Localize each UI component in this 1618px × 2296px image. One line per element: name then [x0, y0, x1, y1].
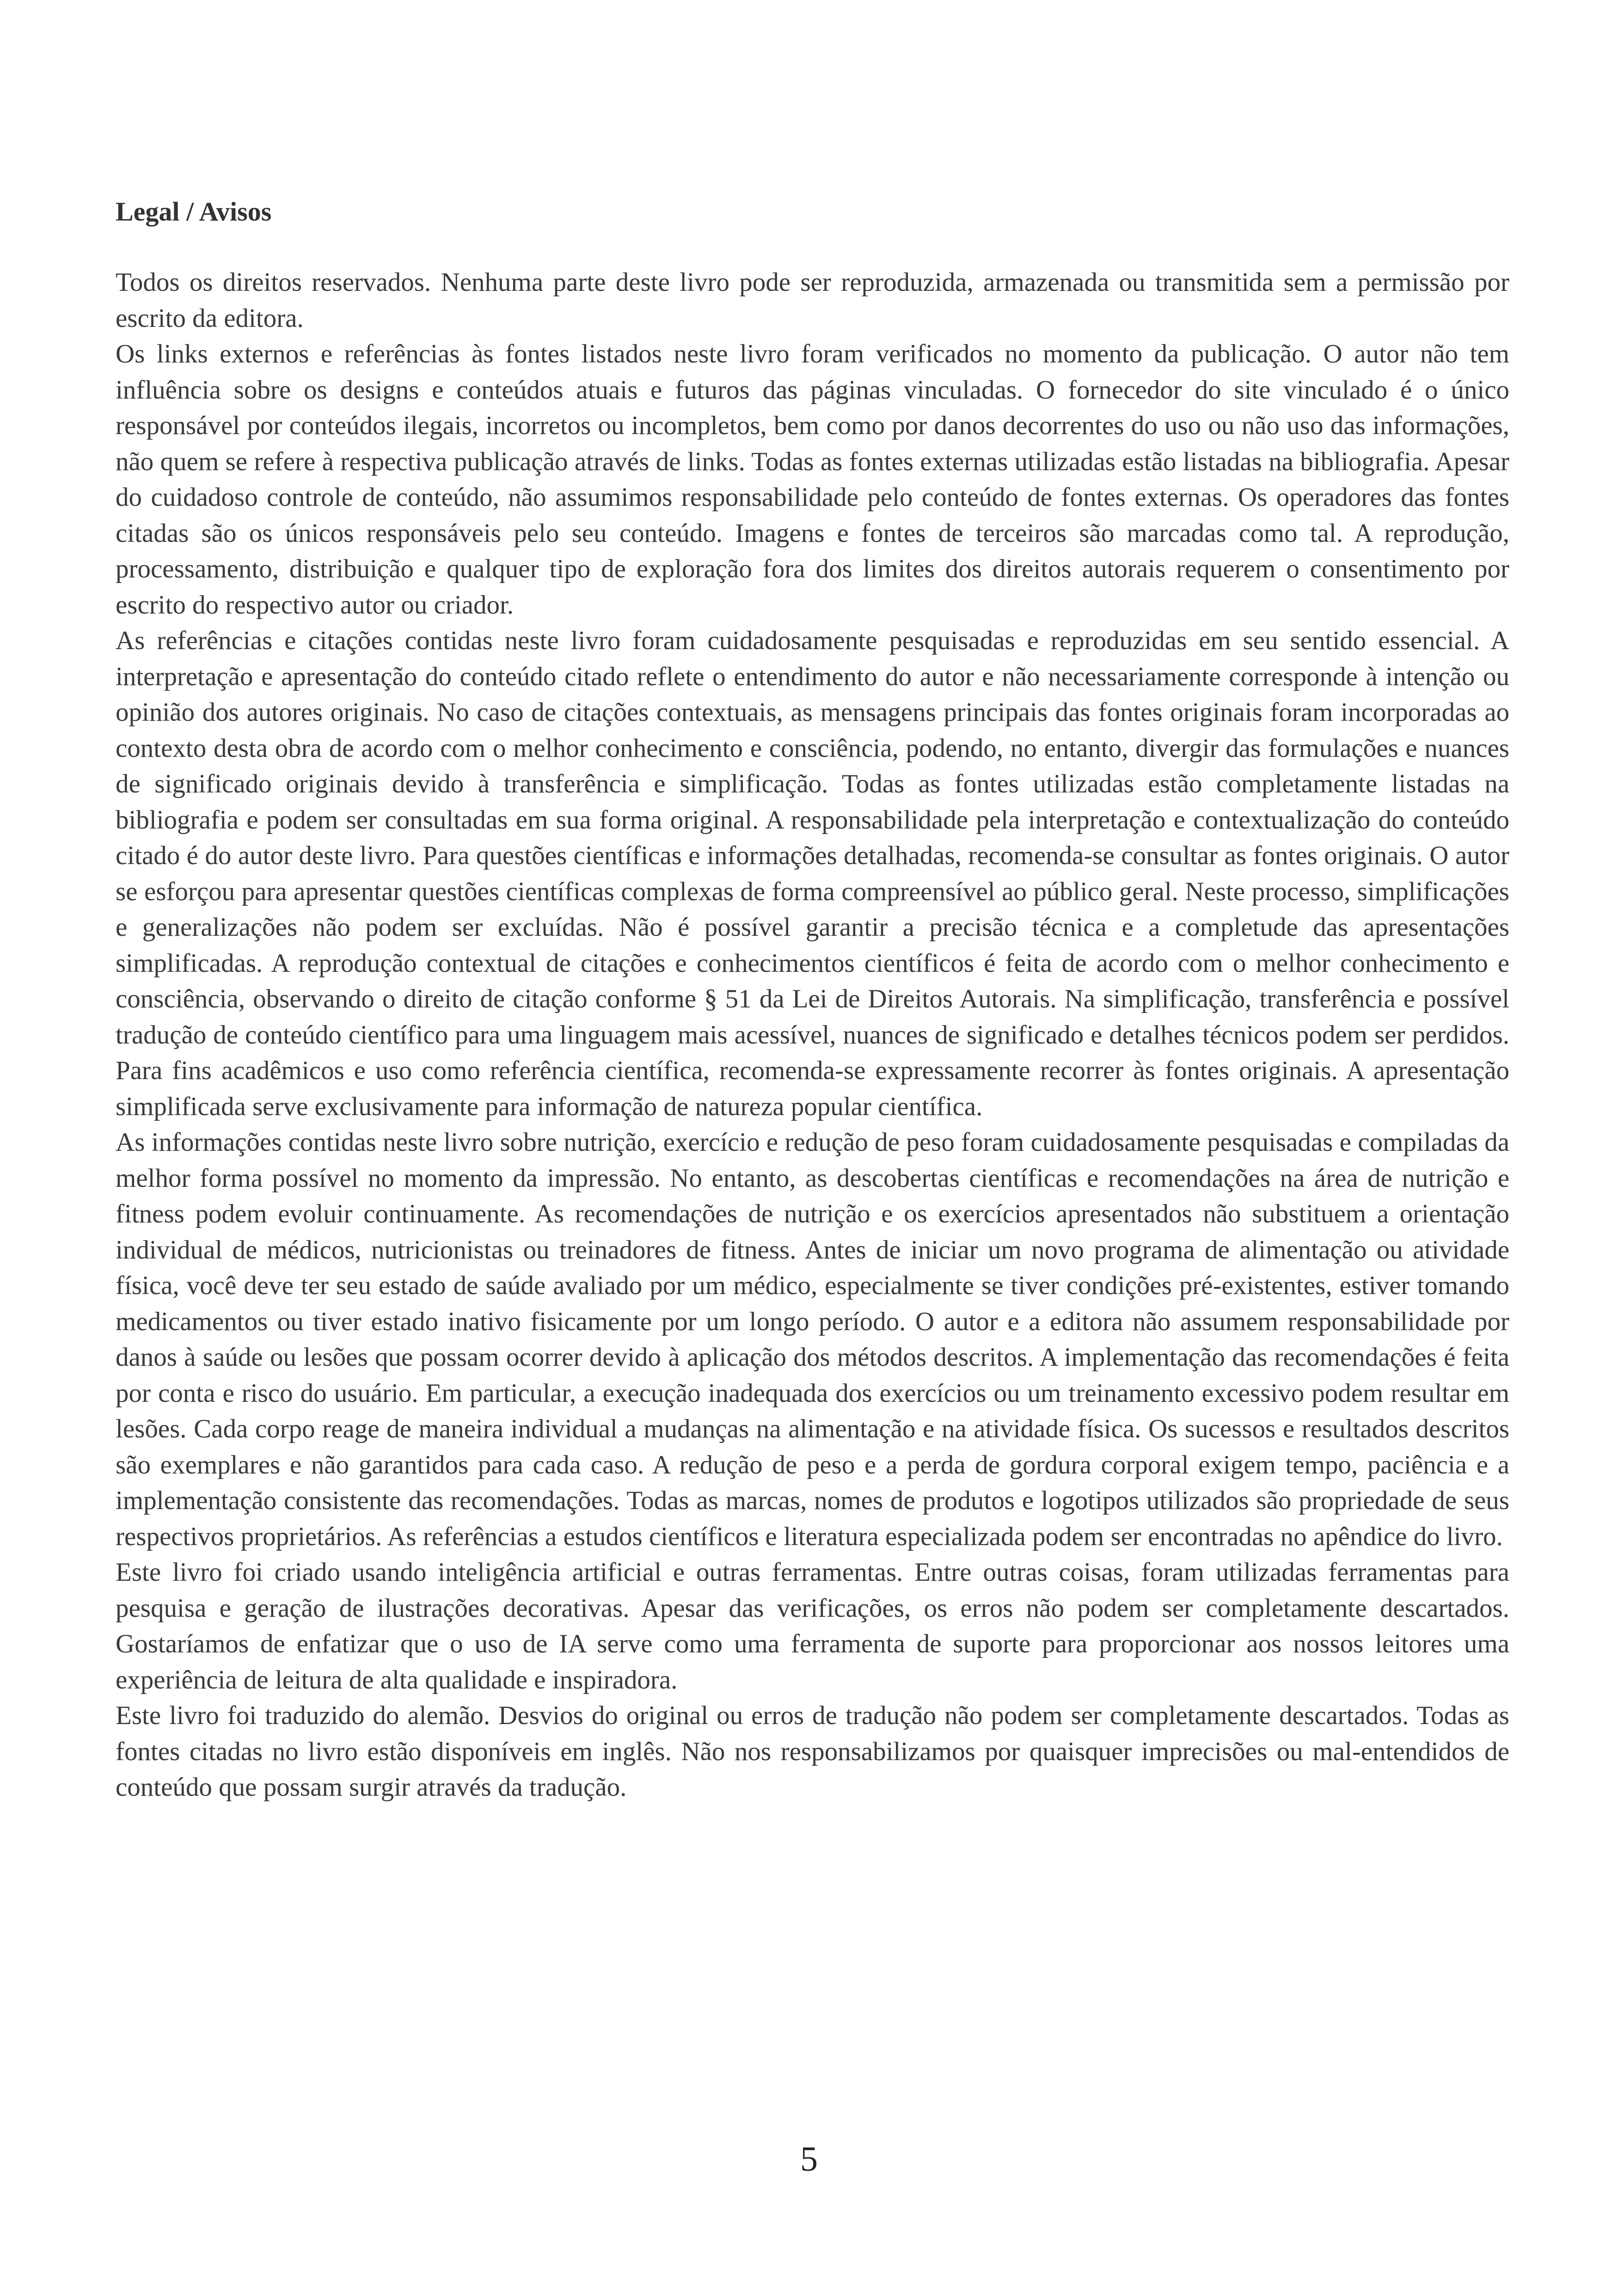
page-title: Legal / Avisos: [116, 196, 272, 227]
paragraph-rights: Todos os direitos reservados. Nenhuma parte deste livro pode ser reproduzida, armazenada ou transmitida sem a permissão por escrito da editora.: [116, 268, 1509, 333]
page-content: [116, 194, 1509, 1805]
page-number: 5: [800, 2140, 818, 2179]
paragraph-citations: As referências e citações contidas neste livro foram cuidadosamente pesquisadas e reproduzidas em seu sentido essencial. A interpretação e apresentação do conteúdo citado reflete o entendimento do autor e não necessariamente corresponde à intenção ou opinião dos autores originais. No caso de citações contextuais, as mensagens principais das fontes originais foram incorporadas ao contexto desta obra de acordo com o melhor conhecimento e consciência, podendo, no entanto, divergir das formulações e nuances de significado originais devido à transferência e simplificação. Todas as fontes utilizadas estão completamente listadas na bibliografia e podem ser consultadas em sua forma original. A responsabilidade pela interpretação e contextualização do conteúdo citado é do autor deste livro. Para questões científicas e informações detalhadas, recomenda-se consultar as fontes originais. O autor se esforçou para apresentar questões científicas complexas de forma compreensível ao público geral. Neste processo, simplificações e generalizações não podem ser excluídas. Não é possível garantir a precisão técnica e a completude das apresentações simplificadas. A reprodução contextual de citações e conhecimentos científicos é feita de acordo com o melhor conhecimento e consciência, observando o direito de citação conforme § 51 da Lei de Direitos Autorais. Na simplificação, transferência e possível tradução de conteúdo científico para uma linguagem mais acessível, nuances de significado e detalhes técnicos podem ser perdidos. Para fins acadêmicos e uso como referência científica, recomenda-se expressamente recorrer às fontes originais. A apresentação simplificada serve exclusivamente para informação de natureza popular científica.: [116, 626, 1509, 1121]
paragraph-external-links: Os links externos e referências às fontes listados neste livro foram verificados no momento da publicação. O autor não tem influência sobre os designs e conteúdos atuais e futuros das páginas vinculadas. O fornecedor do site vinculado é o único responsável por conteúdos ilegais, incorretos ou incompletos, bem como por danos decorrentes do uso ou não uso das informações, não quem se refere à respectiva publicação através de links. Todas as fontes externas utilizadas estão listadas na bibliografia. Apesar do cuidadoso controle de conteúdo, não assumimos responsabilidade pelo conteúdo de fontes externas. Os operadores das fontes citadas são os únicos responsáveis pelo seu conteúdo. Imagens e fontes de terceiros são marcadas como tal. A reprodução, processamento, distribuição e qualquer tipo de exploração fora dos limites dos direitos autorais requerem o consentimento por escrito do respectivo autor ou criador.: [116, 339, 1509, 620]
paragraph-translation: Este livro foi traduzido do alemão. Desvios do original ou erros de tradução não podem ser completamente descartados. Todas as fontes citadas no livro estão disponíveis em inglês. Não nos responsabilizamos por quaisquer imprecisões ou mal-entendidos de conteúdo que possam surgir através da tradução.: [116, 1701, 1509, 1802]
paragraph-ai-usage: Este livro foi criado usando inteligência artificial e outras ferramentas. Entre outras coisas, foram utilizadas ferramentas para pesquisa e geração de ilustrações decorativas. Apesar das verificações, os erros não podem ser completamente descartados. Gostaríamos de enfatizar que o uso de IA serve como uma ferramenta de suporte para proporcionar aos nossos leitores uma experiência de leitura de alta qualidade e inspiradora.: [116, 1558, 1509, 1694]
paragraph-health-disclaimer: As informações contidas neste livro sobre nutrição, exercício e redução de peso foram cuidadosamente pesquisadas e compiladas da melhor forma possível no momento da impressão. No entanto, as descobertas científicas e recomendações na área de nutrição e fitness podem evoluir continuamente. As recomendações de nutrição e os exercícios apresentados não substituem a orientação individual de médicos, nutricionistas ou treinadores de fitness. Antes de iniciar um novo programa de alimentação ou atividade física, você deve ter seu estado de saúde avaliado por um médico, especialmente se tiver condições pré-existentes, estiver tomando medicamentos ou tiver estado inativo fisicamente por um longo período. O autor e a editora não assumem responsabilidade por danos à saúde ou lesões que possam ocorrer devido à aplicação dos métodos descritos. A implementação das recomendações é feita por conta e risco do usuário. Em particular, a execução inadequada dos exercícios ou um treinamento excessivo podem resultar em lesões. Cada corpo reage de maneira individual a mudanças na alimentação e na atividade física. Os sucessos e resultados descritos são exemplares e não garantidos para cada caso. A redução de peso e a perda de gordura corporal exigem tempo, paciência e a implementação consistente das recomendações. Todas as marcas, nomes de produtos e logotipos utilizados são propriedade de seus respectivos proprietários. As referências a estudos científicos e literatura especializada podem ser encontradas no apêndice do livro.: [116, 1128, 1509, 1551]
legal-notice-body: [116, 264, 1509, 1805]
